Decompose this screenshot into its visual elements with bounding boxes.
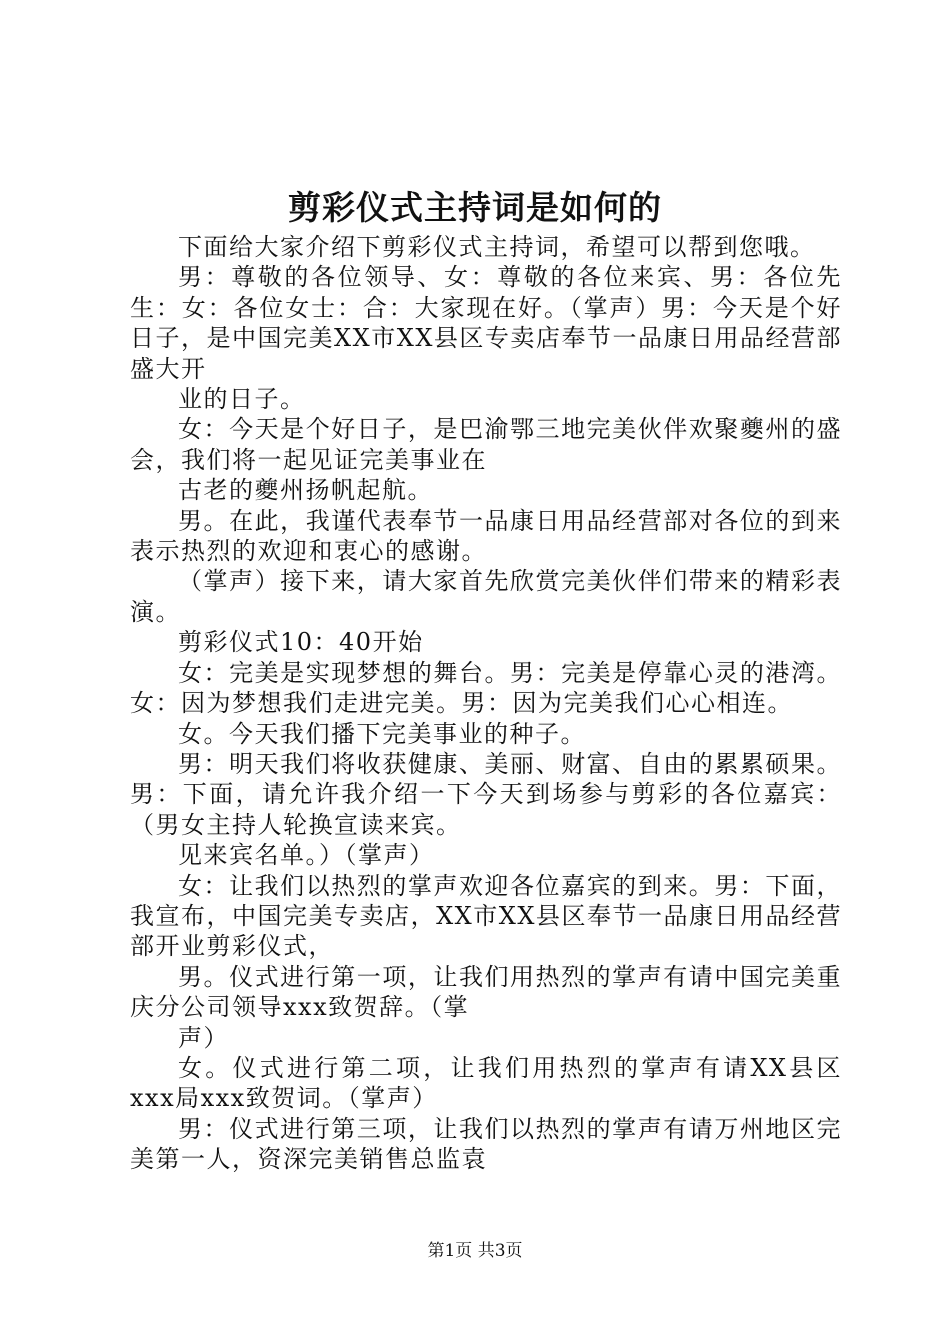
- document-body: [130, 232, 842, 1175]
- paragraph: 男：仪式进行第三项，让我们以热烈的掌声有请万州地区完美第一人，资深完美销售总监袁: [130, 1114, 842, 1174]
- document-title: 剪彩仪式主持词是如何的: [288, 188, 662, 227]
- paragraph: 见来宾名单。）（掌声）: [178, 841, 435, 870]
- paragraph: 男。仪式进行第一项，让我们用热烈的掌声有请中国完美重庆分公司领导xxx致贺辞。（掌: [130, 962, 842, 1022]
- paragraph: 男：明天我们将收获健康、美丽、财富、自由的累累硕果。男：下面，请允许我介绍一下今天到场参与剪彩的各位嘉宾：（男女主持人轮换宣读来宾。: [130, 749, 842, 839]
- paragraph: 下面给大家介绍下剪彩仪式主持词，希望可以帮到您哦。: [178, 233, 816, 261]
- paragraph: 女。仪式进行第二项，让我们用热烈的掌声有请XX县区xxx局xxx致贺词。（掌声）: [130, 1053, 842, 1113]
- paragraph: 女。今天我们播下完美事业的种子。: [178, 719, 586, 748]
- paragraph: 古老的夔州扬帆起航。: [178, 476, 433, 505]
- paragraph: （掌声）接下来，请大家首先欣赏完美伙伴们带来的精彩表演。: [130, 567, 842, 626]
- page-footer: 第1页 共3页: [427, 1241, 523, 1261]
- paragraph: 剪彩仪式10：40开始: [178, 628, 424, 657]
- paragraph: 女：让我们以热烈的掌声欢迎各位嘉宾的到来。男：下面，我宣布，中国完美专卖店，XX市XX县区奉节一品康日用品经营部开业剪彩仪式，: [130, 871, 842, 961]
- paragraph: 声）: [178, 1023, 229, 1052]
- paragraph: 男。在此，我谨代表奉节一品康日用品经营部对各位的到来表示热烈的欢迎和衷心的感谢。: [130, 506, 842, 566]
- paragraph: 男：尊敬的各位领导、女：尊敬的各位来宾、男：各位先生：女：各位女士：合：大家现在好。（掌声）男：今天是个好日子，是中国完美XX市XX县区专卖店奉节一品康日用品经营部盛大开: [130, 263, 842, 383]
- paragraph: 业的日子。: [178, 385, 306, 414]
- paragraph: 女：今天是个好日子，是巴渝鄂三地完美伙伴欢聚夔州的盛会，我们将一起见证完美事业在: [130, 415, 842, 474]
- paragraph: 女：完美是实现梦想的舞台。男：完美是停靠心灵的港湾。女：因为梦想我们走进完美。男：因为完美我们心心相连。: [130, 658, 842, 718]
